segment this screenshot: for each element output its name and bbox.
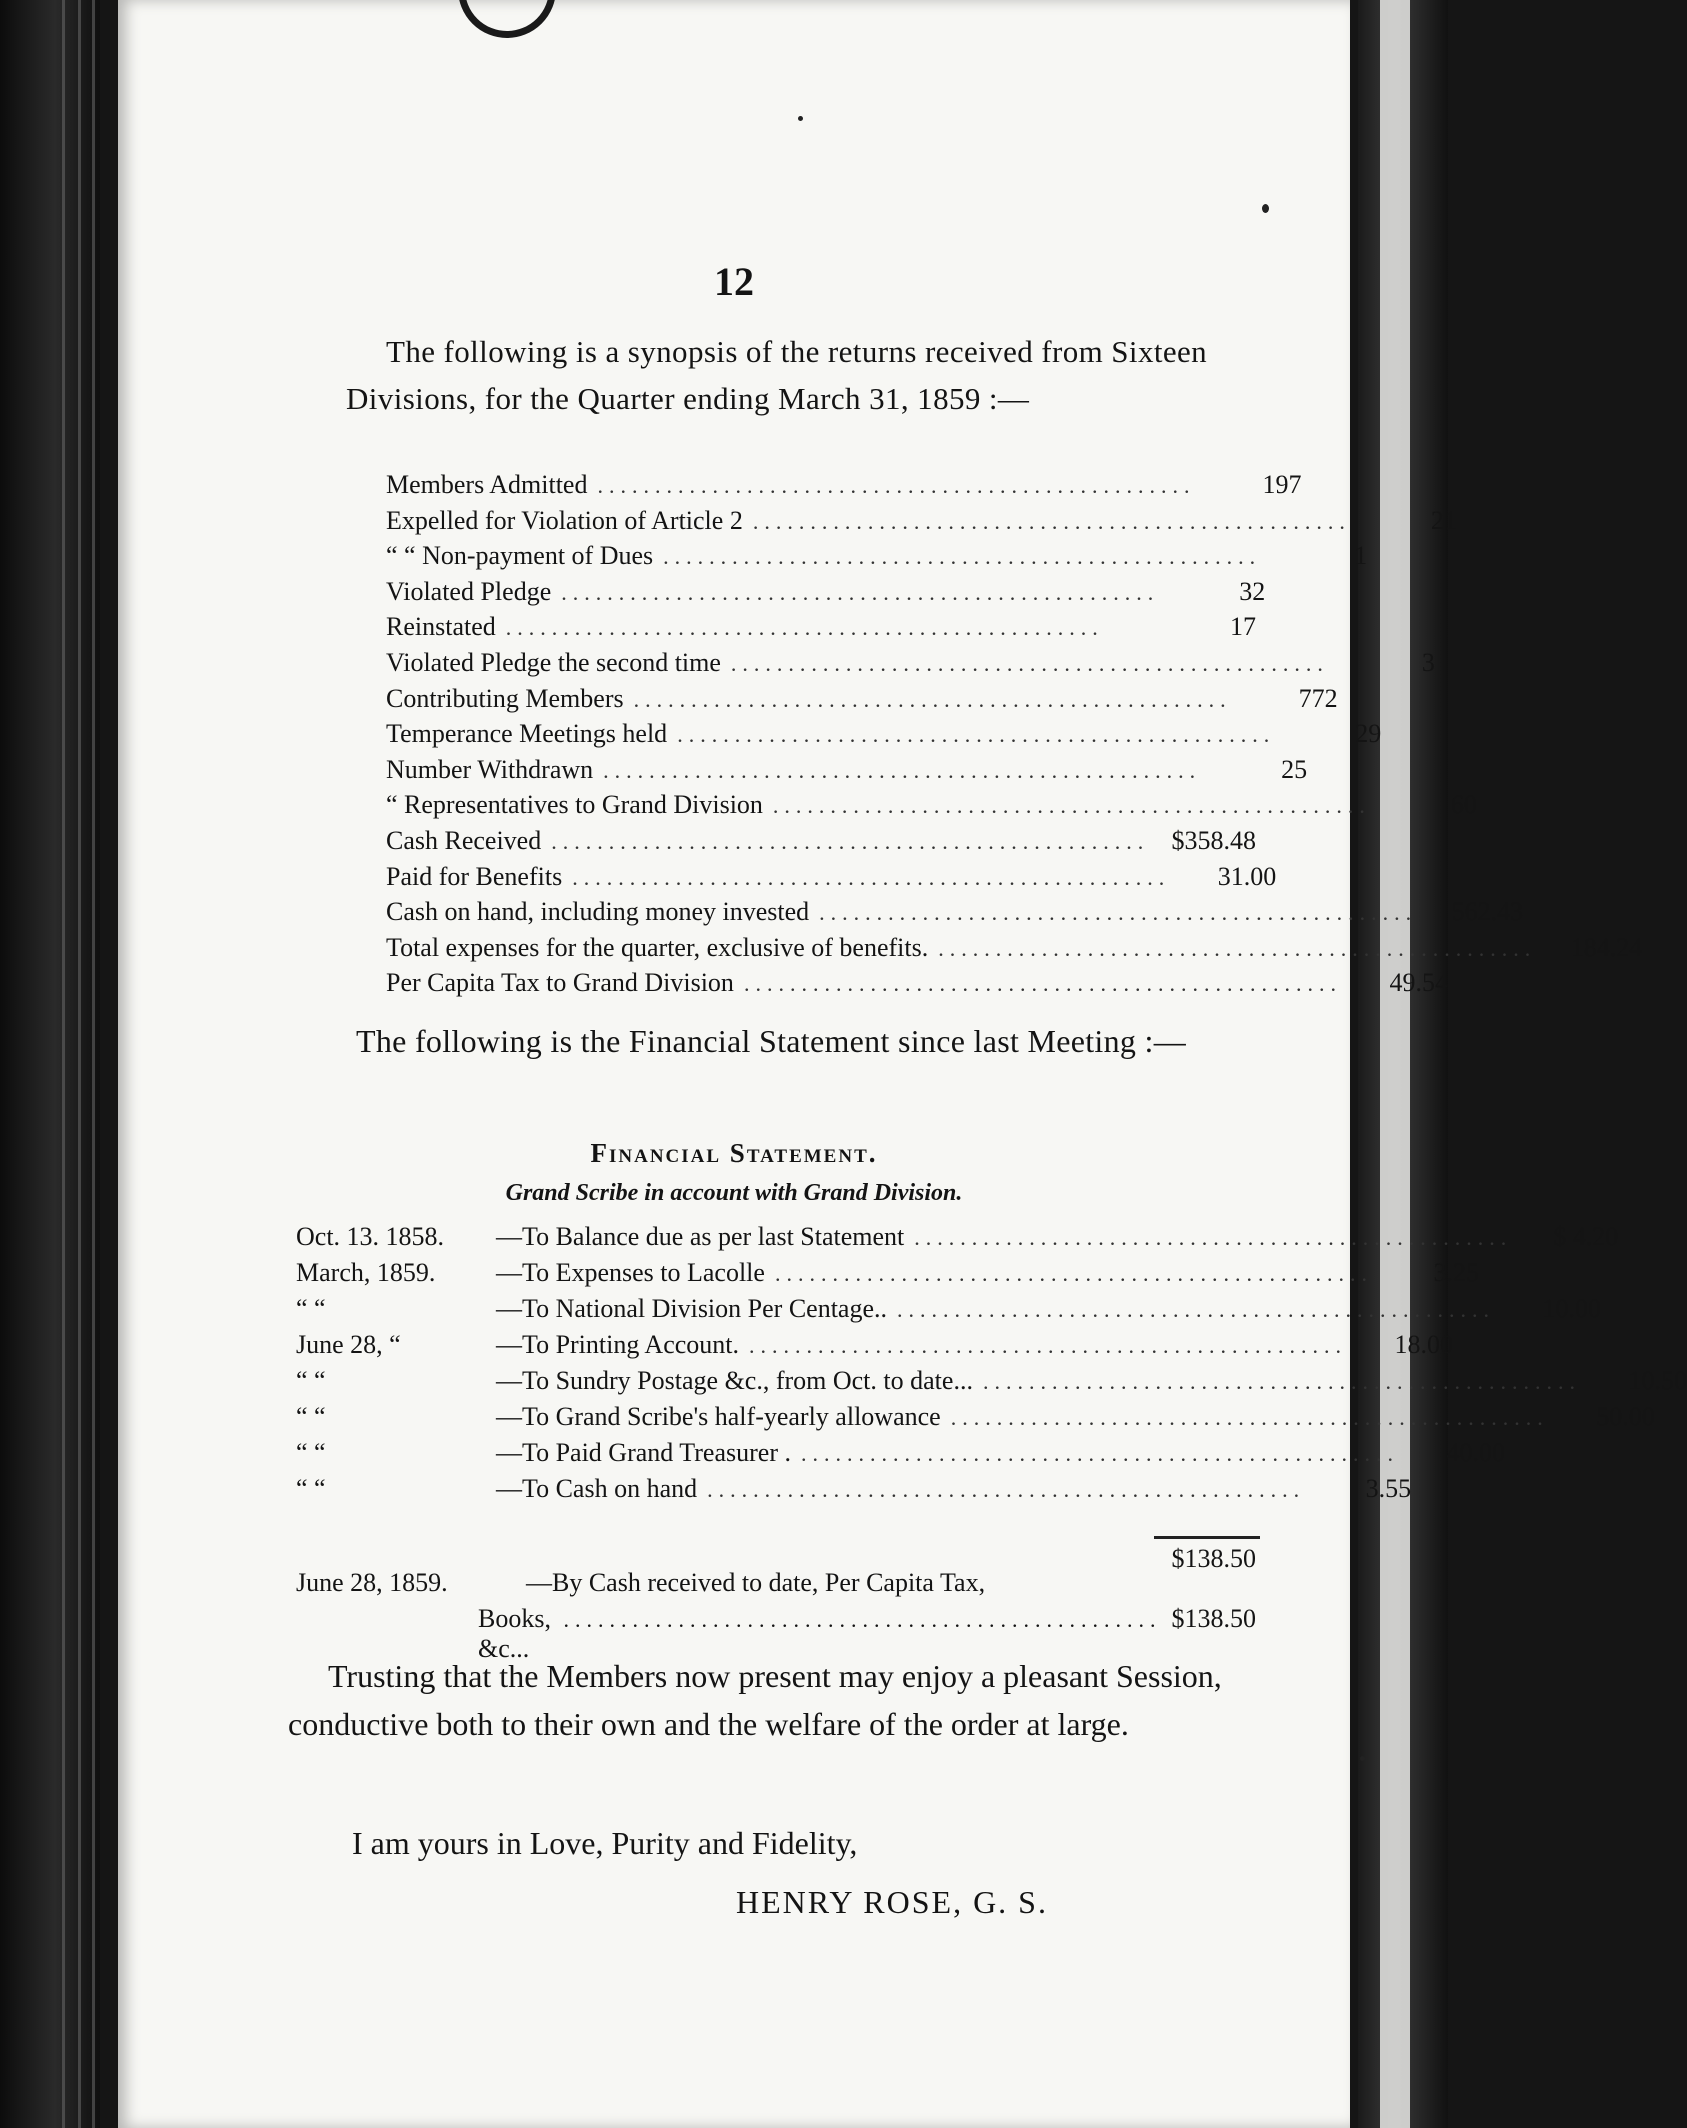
returns-row [386, 932, 1643, 967]
ledger-date: “ “ [296, 1438, 326, 1467]
ink-speck [1360, 1756, 1365, 1761]
ledger-row [296, 1294, 1602, 1328]
returns-value: 32 [1239, 576, 1266, 606]
leader-dots: .................................................... [572, 864, 1171, 890]
returns-value: 562.43 [1451, 897, 1524, 927]
sum-rule [1154, 1536, 1260, 1539]
returns-label: Contributing Members [386, 683, 624, 713]
returns-label: Cash on hand, including money invested [386, 897, 810, 927]
leader-dots: .................................................... [603, 757, 1202, 783]
ledger-amount: 50.00 [1596, 1402, 1655, 1431]
binding-ring-mark [458, 0, 556, 38]
ledger-total: $138.50 [1171, 1544, 1256, 1573]
returns-label: Number Withdrawn [386, 754, 594, 784]
ledger-amount: 18.00 [1394, 1330, 1454, 1359]
leader-dots: .................................................... [774, 1261, 1373, 1286]
leader-dots: .................................................... [730, 651, 1329, 676]
intro-paragraph: The following is a synopsis of the returns received from Sixteen Divisions, for the Quarter ending March 31, 1859 :— [346, 334, 1208, 416]
ink-speck [1262, 204, 1269, 213]
ledger-row [296, 1330, 1454, 1364]
returns-value: 60 [1450, 790, 1477, 820]
returns-value: $358.48 [1171, 826, 1256, 855]
returns-row [386, 612, 1256, 646]
ledger-description: —To Paid Grand Treasurer . [496, 1438, 791, 1467]
returns-label: Members Admitted [386, 470, 588, 499]
returns-row [386, 541, 1368, 575]
returns-label: Per Capita Tax to Grand Division [386, 968, 734, 998]
ledger-description: —To Expenses to Lacolle [496, 1258, 765, 1287]
ledger-description: —To Balance due as per last Statement [496, 1222, 905, 1251]
leader-dots: .................................................... [950, 1405, 1549, 1430]
credit-entry [296, 1568, 1256, 1598]
leader-dots: .................................................... [800, 1441, 1399, 1466]
returns-value: 197 [1262, 470, 1302, 499]
returns-label: Expelled for Violation of Article 2 [386, 505, 743, 535]
credit-amount: $138.50 [1171, 1604, 1256, 1633]
returns-row [386, 968, 1448, 1002]
ledger-description: —To Sundry Postage &c., from Oct. to date... [496, 1366, 973, 1395]
financial-intro-paragraph: The following is the Financial Statement since last Meeting :— [356, 1023, 1186, 1059]
leader-dots: .................................................... [749, 1333, 1348, 1358]
credit-date: June 28, 1859. [296, 1568, 448, 1597]
returns-row [386, 505, 1457, 540]
returns-label: Paid for Benefits [386, 861, 563, 891]
leader-dots: .................................................... [597, 473, 1196, 498]
leader-dots: .................................................... [563, 1607, 1162, 1632]
leader-dots: .................................................... [752, 508, 1351, 534]
leader-dots: .................................................... [914, 1225, 1513, 1250]
leader-dots: .................................................... [938, 935, 1537, 961]
signoff: I am yours in Love, Purity and Fidelity, [352, 1825, 858, 1861]
ledger-description: —To Grand Scribe's half-yearly allowance [496, 1402, 941, 1431]
returns-row [386, 576, 1266, 611]
ledger-row [296, 1222, 1619, 1256]
returns-value: 772 [1298, 683, 1338, 713]
leader-dots: .................................................... [551, 829, 1150, 854]
leader-dots: .................................................... [982, 1369, 1581, 1394]
signature: HENRY ROSE, G. S. [736, 1884, 1048, 1920]
ledger-date: “ “ [296, 1402, 326, 1431]
returns-value: 1 [1354, 541, 1368, 571]
leader-dots: .................................................... [819, 900, 1418, 926]
returns-value: 49.54 [1389, 968, 1448, 998]
credit-description-continued: Books, &c... [478, 1604, 551, 1663]
returns-label: Temperance Meetings held [386, 719, 668, 749]
ledger-description: —To National Division Per Centage.. [496, 1294, 888, 1323]
returns-row [386, 790, 1477, 824]
ledger-date: “ “ [296, 1366, 326, 1395]
ledger-row [296, 1402, 1655, 1436]
financial-statement-subtitle: Grand Scribe in account with Grand Division. [505, 1180, 963, 1206]
returns-label: “ “ Non-payment of Dues [386, 541, 654, 571]
ledger-date: Oct. 13. 1858. [296, 1222, 445, 1251]
ledger-amount: 3.55 [1365, 1474, 1412, 1503]
leader-dots: .................................................... [663, 544, 1262, 570]
book-edge-right [1358, 0, 1448, 2128]
returns-row [386, 897, 1524, 931]
ledger-row [296, 1366, 1687, 1400]
ledger-date: March, 1859. [296, 1258, 436, 1287]
ledger-amount: 10.50 [1628, 1366, 1687, 1395]
returns-label: “ Representatives to Grand Division [386, 790, 763, 820]
document-page [118, 0, 1687, 2128]
returns-row [386, 648, 1435, 682]
leader-dots: .................................................... [897, 1297, 1496, 1322]
ledger-date: “ “ [296, 1294, 326, 1323]
returns-value: 17 [1230, 612, 1256, 642]
returns-row [386, 683, 1338, 718]
page-number: 12 [714, 259, 754, 304]
financial-statement-title: Financial Statement. [590, 1138, 878, 1168]
leader-dots: .................................................... [707, 1477, 1306, 1502]
returns-row [386, 861, 1277, 896]
returns-value: 3 [1421, 648, 1435, 677]
ledger-amount: 3.25 [1433, 1258, 1479, 1287]
leader-dots: .................................................... [743, 971, 1342, 997]
returns-value: 184.24 [1570, 932, 1643, 962]
returns-value: 21 [1430, 505, 1457, 535]
leader-dots: .................................................... [561, 579, 1160, 605]
ledger-amount: 40.00 [1446, 1438, 1505, 1467]
leader-dots: .................................................... [677, 722, 1276, 748]
ledger-row [296, 1474, 1412, 1508]
ledger-date: June 28, “ [296, 1330, 401, 1359]
credit-description: —By Cash received to date, Per Capita Tax, [526, 1568, 986, 1597]
returns-row [386, 754, 1308, 789]
ledger-description: —To Printing Account. [496, 1330, 740, 1359]
returns-value: 25 [1281, 754, 1308, 784]
ledger-description: —To Cash on hand [496, 1474, 698, 1503]
leader-dots: .................................................... [772, 793, 1371, 819]
returns-label: Violated Pledge the second time [386, 648, 721, 677]
book-spine-left [0, 0, 100, 2128]
returns-row [386, 470, 1302, 504]
ledger-row [296, 1438, 1505, 1472]
returns-row [386, 719, 1382, 753]
returns-value: 31.00 [1217, 861, 1277, 891]
returns-label: Violated Pledge [386, 576, 552, 606]
ledger-row [296, 1258, 1479, 1292]
returns-row [386, 826, 1256, 860]
leader-dots: .................................................... [505, 615, 1104, 641]
ledger-amount: $ 4.20 [1553, 1222, 1619, 1251]
closing-paragraph: Trusting that the Members now present may enjoy a pleasant Session, conductive both to their own and the welfare of the order at large. [288, 1658, 1222, 1742]
returns-label: Reinstated [386, 612, 496, 642]
returns-value: 29 [1355, 719, 1382, 749]
returns-label: Cash Received [386, 826, 542, 855]
returns-label: Total expenses for the quarter, exclusive of benefits. [386, 932, 929, 962]
leader-dots: .................................................... [633, 686, 1232, 712]
ledger-amount: 10.00 [1542, 1294, 1602, 1323]
ledger-date: “ “ [296, 1474, 326, 1503]
ink-speck [798, 116, 803, 121]
